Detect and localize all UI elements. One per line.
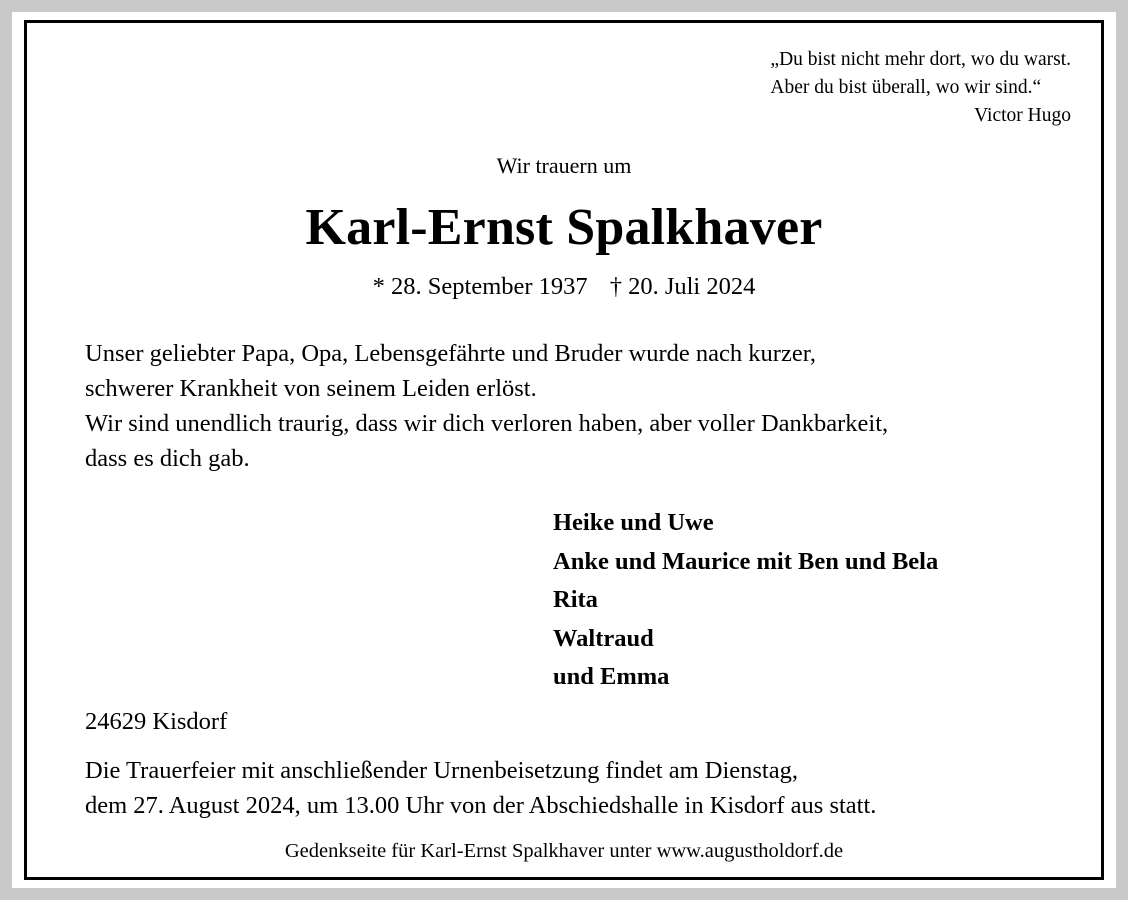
memorial-page-text: Gedenkseite für Karl-Ernst Spalkhaver unter www.augustholdorf.de	[284, 840, 844, 862]
quote-line-1: „Du bist nicht mehr dort, wo du warst.	[770, 49, 1071, 70]
death-date: † 20. Juli 2024	[609, 273, 756, 300]
family-list	[553, 504, 938, 697]
body-paragraph-1	[85, 336, 888, 406]
body-p1-line-2: schwerer Krankheit von seinem Leiden erlöst.	[85, 375, 537, 402]
birth-date: * 28. September 1937	[372, 273, 588, 300]
family-member: Rita	[553, 586, 598, 613]
family-member: und Emma	[553, 663, 670, 690]
deceased-name: Karl-Ernst Spalkhaver	[305, 199, 823, 256]
body-paragraph-2	[85, 406, 888, 476]
body-p2-line-2: dass es dich gab.	[85, 445, 250, 472]
family-member: Anke und Maurice mit Ben und Bela	[553, 547, 939, 575]
obituary-card	[12, 12, 1116, 888]
place-text: 24629 Kisdorf	[85, 708, 228, 735]
body-text	[85, 336, 888, 476]
quote-line-2: Aber du bist überall, wo wir sind.“	[770, 77, 1042, 98]
ceremony-line-1: Die Trauerfeier mit anschließender Urnenbeisetzung findet am Dienstag,	[85, 757, 798, 784]
ceremony-text	[85, 753, 876, 823]
family-member: Waltraud	[553, 624, 654, 652]
ceremony-line-2: dem 27. August 2024, um 13.00 Uhr von der Abschiedshalle in Kisdorf aus statt.	[85, 792, 877, 819]
body-p1-line-1: Unser geliebter Papa, Opa, Lebensgefährte und Bruder wurde nach kurzer,	[85, 340, 816, 367]
obituary-frame	[24, 20, 1104, 880]
body-p2-line-1: Wir sind unendlich traurig, dass wir dich verloren haben, aber voller Dankbarkeit,	[85, 410, 889, 437]
life-dates	[27, 271, 1101, 303]
quote-block	[770, 46, 1071, 130]
intro-text: Wir trauern um	[496, 153, 632, 178]
family-member: Heike und Uwe	[553, 509, 714, 536]
quote-author: Victor Hugo	[974, 105, 1071, 126]
